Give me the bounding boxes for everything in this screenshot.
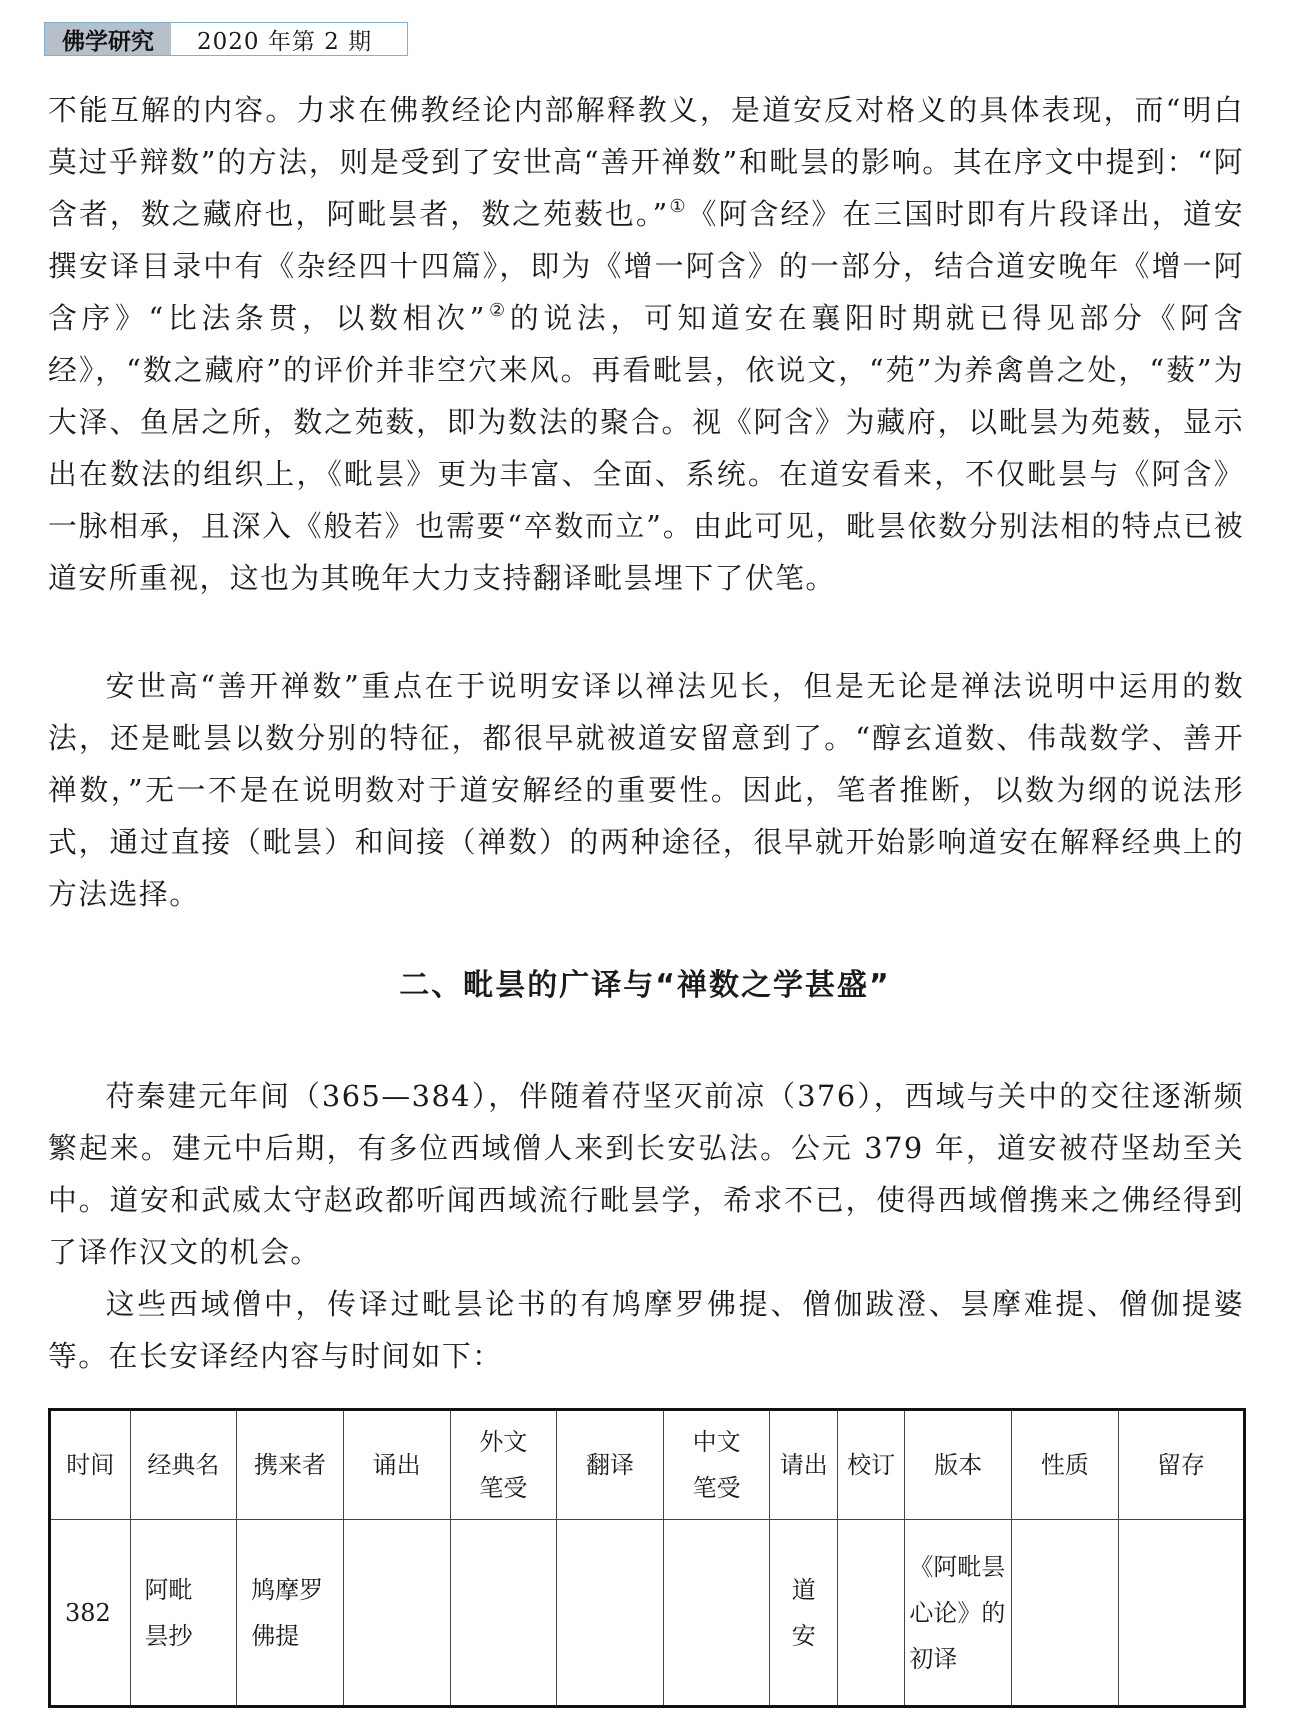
paragraph-4: 这些西域僧中，传译过毗昙论书的有鸠摩罗佛提、僧伽跋澄、昙摩难提、僧伽提婆等。在长安译经内容与时间如下： [48,1287,1244,1373]
paragraph-1 [48,84,1244,604]
cell-title: 阿毗 昙抄 [130,1520,237,1707]
paragraph-1-text-b: 《阿含经》在三国时即有片段译出，道安撰安译目录中有《杂经四十四篇》，即为《增一阿含》的一部分，结合道安晚年《增一阿含序》“比法条贯，以数相次” [48,197,1244,335]
col-foreign-scribe: 外文 笔受 [450,1410,557,1520]
cell-time: 382 [50,1520,131,1707]
col-request: 请出 [770,1410,837,1520]
col-translate: 翻译 [557,1410,664,1520]
cell-request: 道 安 [770,1520,837,1707]
translation-table [48,1408,1246,1708]
footnote-ref-2[interactable]: ② [485,300,510,321]
cell-nature [1012,1520,1119,1707]
section-heading: 二、毗昙的广译与“禅数之学甚盛” [399,968,891,1003]
cell-recite [343,1520,450,1707]
paragraph-3: 苻秦建元年间（365—384），伴随着苻坚灭前凉（376），西域与关中的交往逐渐频繁起来。建元中后期，有多位西域僧人来到长安弘法。公元 379 年，道安被苻坚劫至关中。道安和武威太守赵政都听闻西域流行毗昙学，希求不已，使得西域僧携来之佛经得到了译作汉文的机会。 [48,1079,1244,1269]
table-row [50,1520,1245,1707]
col-revise: 校订 [837,1410,904,1520]
paragraph-2: 安世高“善开禅数”重点在于说明安译以禅法见长，但是无论是禅法说明中运用的数法，还是毗昙以数分别的特征，都很早就被道安留意到了。“醇玄道数、伟哉数学、善开禅数，”无一不是在说明数对于道安解经的重要性。因此，笔者推断，以数为纲的说法形式，通过直接（毗昙）和间接（禅数）的两种途径，很早就开始影响道安在解释经典上的方法选择。 [48,669,1244,911]
col-chinese-scribe: 中文 笔受 [663,1410,770,1520]
col-title: 经典名 [130,1410,237,1520]
col-recite: 诵出 [343,1410,450,1520]
cell-translate [557,1520,664,1707]
paragraph-1-text-a: 不能互解的内容。力求在佛教经论内部解释教义，是道安反对格义的具体表现，而“明白莫过乎辩数”的方法，则是受到了安世高“善开禅数”和毗昙的影响。其在序文中提到：“阿含者，数之藏府也，阿毗昙者，数之苑薮也。” [48,93,1244,231]
footnote-ref-1[interactable]: ① [668,196,688,217]
cell-bringer: 鸠摩罗 佛提 [237,1520,344,1707]
col-time: 时间 [50,1410,131,1520]
col-bringer: 携来者 [237,1410,344,1520]
cell-version: 《阿毗昙 心论》的 初译 [905,1520,1012,1707]
paragraph-1-text-c: 的说法，可知道安在襄阳时期就已得见部分《阿含经》，“数之藏府”的评价并非空穴来风。再看毗昙，依说文，“苑”为养禽兽之处，“薮”为大泽、鱼居之所，数之苑薮，即为数法的聚合。视《阿含》为藏府，以毗昙为苑薮，显示出在数法的组织上，《毗昙》更为丰富、全面、系统。在道安看来，不仅毗昙与《阿含》一脉相承，且深入《般若》也需要“卒数而立”。由此可见，毗昙依数分别法相的特点已被道安所重视，这也为其晚年大力支持翻译毗昙埋下了伏笔。 [48,301,1244,595]
cell-chinese-scribe [663,1520,770,1707]
journal-name: 佛学研究 [45,23,171,55]
col-version: 版本 [905,1410,1012,1520]
issue-label: 2020 年第 2 期 [197,28,373,55]
cell-foreign-scribe [450,1520,557,1707]
running-header [44,22,408,56]
col-extant: 留存 [1118,1410,1244,1520]
cell-revise [837,1520,904,1707]
table-header-row [50,1410,1245,1520]
col-nature: 性质 [1012,1410,1119,1520]
cell-extant [1118,1520,1244,1707]
